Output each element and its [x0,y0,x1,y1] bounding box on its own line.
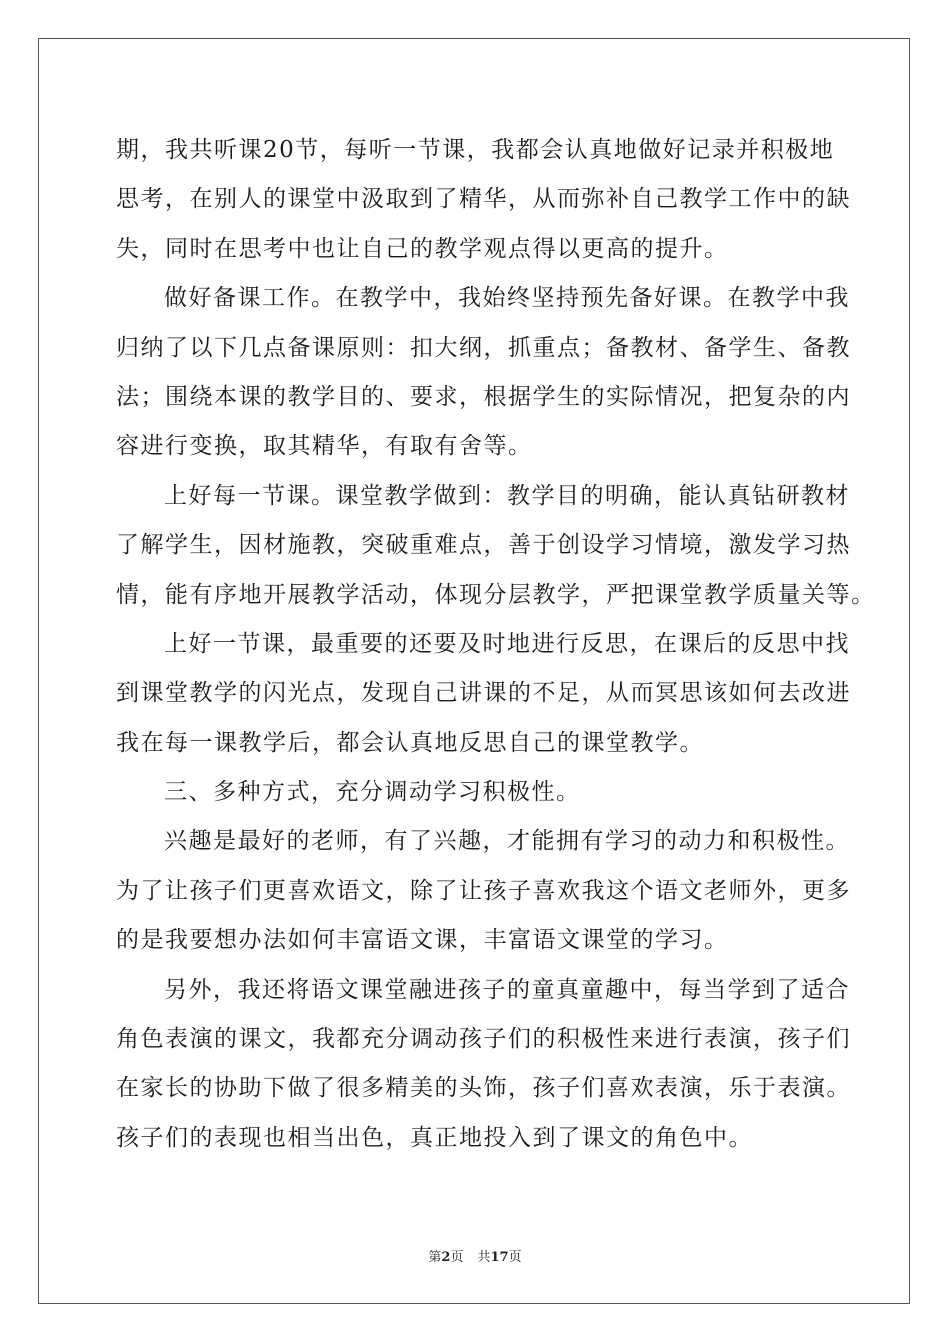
text-line: 上好每一节课。课堂教学做到：教学目的明确，能认真钻研教材 [164,482,850,509]
text-line: 情，能有序地开展教学活动，体现分层教学，严把课堂教学质量关等。 [116,581,876,608]
text-line: 的是我要想办法如何丰富语文课，丰富语文课堂的学习。 [116,927,729,954]
text-line: 在家长的协助下做了很多精美的头饰，孩子们喜欢表演，乐于表演。 [116,1075,851,1102]
document-body [116,126,876,1163]
text-line: 了解学生，因材施教，突破重难点，善于创设学习情境，激发学习热 [116,532,851,559]
text-line: 做好备课工作。在教学中，我始终坚持预先备好课。在教学中我 [164,285,850,312]
text-line: 上好一节课，最重要的还要及时地进行反思，在课后的反思中找 [164,630,850,657]
text-line: 失，同时在思考中也让自己的教学观点得以更高的提升。 [116,235,729,262]
page-footer [0,1246,950,1265]
text-line: 我在每一课教学后，都会认真地反思自己的课堂教学。 [116,729,704,756]
section-heading: 三、多种方式，充分调动学习积极性。 [164,779,581,806]
text-line: 容进行变换，取其精华，有取有舍等。 [116,433,533,460]
text-line: 兴趣是最好的老师，有了兴趣，才能拥有学习的动力和积极性。 [164,828,850,855]
page-indicator: 第2页 [428,1250,464,1265]
text-line: 另外，我还将语文课堂融进孩子的童真童趣中，每当学到了适合 [164,976,850,1003]
text-line: 期，我共听课20节，每听一节课，我都会认真地做好记录并积极地 [116,137,835,163]
text-line: 为了让孩子们更喜欢语文，除了让孩子喜欢我这个语文老师外，更多 [116,877,851,904]
text-line: 思考，在别人的课堂中汲取到了精华，从而弥补自己教学工作中的缺 [116,186,851,213]
text-line: 到课堂教学的闪光点，发现自己讲课的不足，从而冥思该如何去改进 [116,680,851,707]
total-pages-indicator: 共17页 [477,1250,522,1265]
text-line: 角色表演的课文，我都充分调动孩子们的积极性来进行表演，孩子们 [116,1026,851,1053]
total-pages: 17 [490,1250,509,1265]
page-number: 2 [441,1250,451,1265]
text-line: 孩子们的表现也相当出色，真正地投入到了课文的角色中。 [116,1124,753,1151]
text-line: 法；围绕本课的教学目的、要求，根据学生的实际情况，把复杂的内 [116,383,851,410]
text-line: 归纳了以下几点备课原则：扣大纲，抓重点；备教材、备学生、备教 [116,334,851,361]
